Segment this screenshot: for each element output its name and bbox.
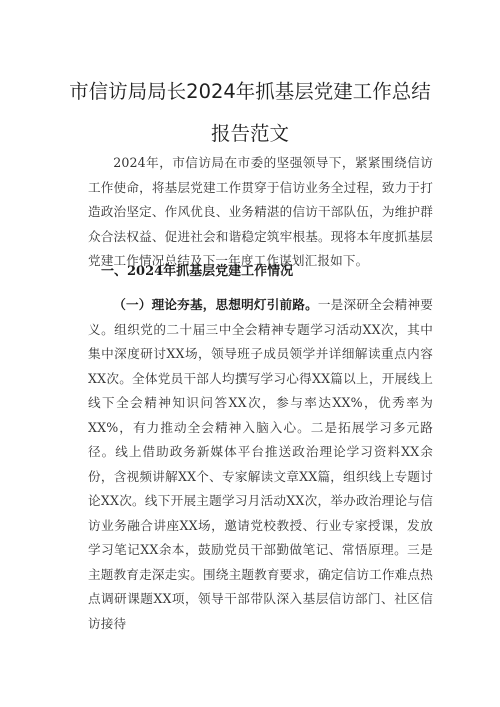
section-heading: 一、2024年抓基层党建工作情况 [101, 264, 294, 279]
paragraph-body: 一是深研全会精神要义。组织党的二十届三中全会精神专题学习活动XX次，其中集中深度研讨XX场，领导班子成员领学并详细解读重点内容XX次。全体党员干部人均撰写学习心得XX篇以上，开展线上线下全会精神知识问答XX次，参与率达XX%，优秀率为XX%，有力推动全会精神入脑入心。二是拓展学习多元路径。线上借助政务新媒体平台推送政治理论学习资料XX余份，含视频讲解XX个、专家解读文章XX篇，组织线上专题讨论XX次。线下开展主题学习月活动XX次，举办政治理论与信访业务融合讲座XX场，邀请党校教授、行业专家授课，发放学习笔记XX余本，鼓励党员干部勤做笔记、常悟原理。三是主题教育走深走实。围绕主题教育要求，确定信访工作难点热点调研课题XX项，领导干部带队深入基层信访部门、社区信访接待 [88, 297, 433, 631]
section-paragraph [88, 293, 433, 636]
document-title: 市信访局局长2024年抓基层党建工作总结 [69, 80, 431, 103]
document-title-line2: 报告范文 [210, 122, 289, 145]
paragraph-lead: （一）理论夯基，思想明灯引前路。 [113, 297, 318, 312]
intro-paragraph: 2024年，市信访局在市委的坚强领导下，紧紧围绕信访工作使命，将基层党建工作贯穿于信访业务全过程，致力于打造政治坚定、作风优良、业务精湛的信访干部队伍，为维护群众合法权益、促进社会和谐稳定筑牢根基。现将本年度抓基层党建工作情况总结及下一年度工作谋划汇报如下。 [88, 155, 433, 268]
